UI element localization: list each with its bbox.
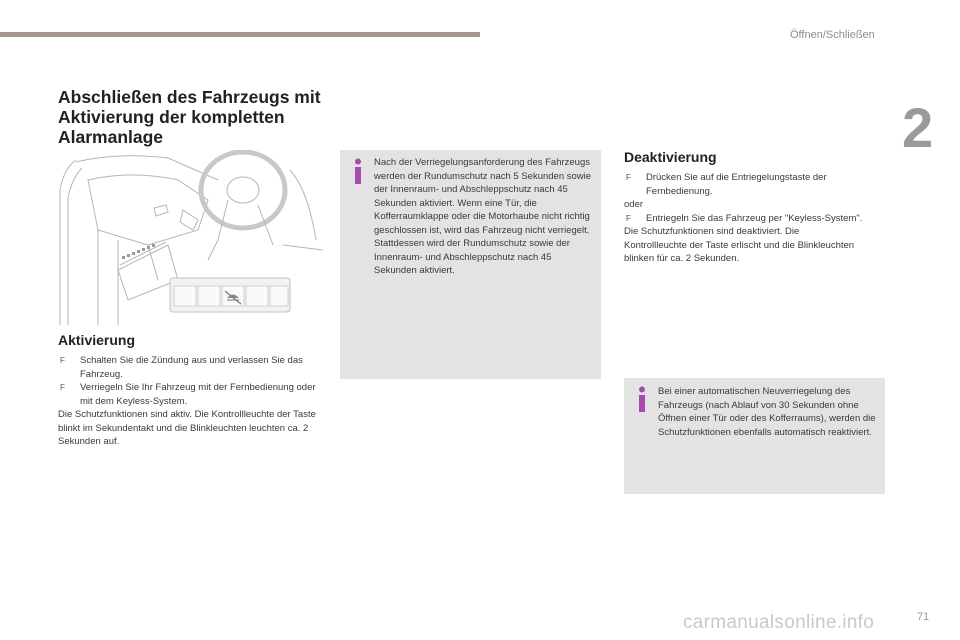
page-number: 71	[917, 611, 930, 623]
paragraph: Die Schutzfunktionen sind deaktiviert. Die Kontrollleuchte der Taste erlischt und die Blinkleuchten blinken für ca. 2 Sekunden.	[624, 226, 855, 264]
info-text: Bei einer automatischen Neuverriegelung des Fahrzeugs (nach Ablauf von 30 Sekunden ohne Öffnen einer Tür oder des Kofferraums), werden die Schutzfunktionen ebenfalls automatisch reaktiviert.	[658, 386, 876, 438]
list-item	[624, 212, 864, 226]
page-title: Abschließen des Fahrzeugs mit Aktivierung der kompletten Alarmanlage	[58, 87, 321, 147]
heading-deaktivierung: Deaktivierung	[624, 149, 717, 165]
aktivierung-body	[58, 354, 320, 449]
info-box-neuverriegelung	[624, 378, 885, 494]
section-title: Öffnen/Schließen	[790, 29, 875, 41]
list-item	[58, 354, 320, 381]
watermark: carmanualsonline.info	[683, 612, 875, 633]
list-item	[58, 381, 320, 408]
paragraph: Die Schutzfunktionen sind aktiv. Die Kontrollleuchte der Taste blinkt im Sekundentakt und die Blinkleuchten leuchten ca. 2 Sekunden auf.	[58, 409, 316, 447]
heading-aktivierung: Aktivierung	[58, 332, 136, 348]
info-text: Nach der Verriegelungsanforderung des Fahrzeugs werden der Rundumschutz nach 5 Sekunden sowie der Innenraum- und Abschleppschutz nach 45 Sekunden aktiviert. Wenn eine Tür, die Kofferraumklappe oder die Motorhaube nicht richtig geschlossen ist, wird das Fahrzeug nicht verriegelt. Stattdessen wird der Rundumschutz sowie der Innenraum- und Abschleppschutz nach 45 Sekunden aktiviert.	[374, 157, 592, 276]
header-bar	[0, 32, 480, 37]
dashboard-illustration	[58, 150, 328, 325]
bullet-text: Verriegeln Sie Ihr Fahrzeug mit der Fernbedienung oder mit dem Keyless-System.	[80, 382, 316, 407]
chapter-number: 2	[902, 96, 934, 159]
bullet-text: Schalten Sie die Zündung aus und verlassen Sie das Fahrzeug.	[80, 355, 303, 380]
info-box-verriegelung	[340, 150, 601, 379]
bullet-mark: F	[60, 383, 65, 392]
list-item	[624, 171, 864, 198]
bullet-mark: F	[626, 173, 631, 182]
bullet-text: Entriegeln Sie das Fahrzeug per "Keyless-System".	[646, 212, 863, 224]
info-icon	[636, 386, 648, 412]
info-icon	[352, 158, 364, 184]
oder-text: oder	[624, 199, 644, 210]
bullet-mark: F	[626, 213, 631, 223]
bullet-mark: F	[60, 356, 65, 365]
bullet-text: Drücken Sie auf die Entriegelungstaste der Fernbedienung.	[646, 172, 827, 197]
deaktivierung-body	[624, 171, 864, 266]
